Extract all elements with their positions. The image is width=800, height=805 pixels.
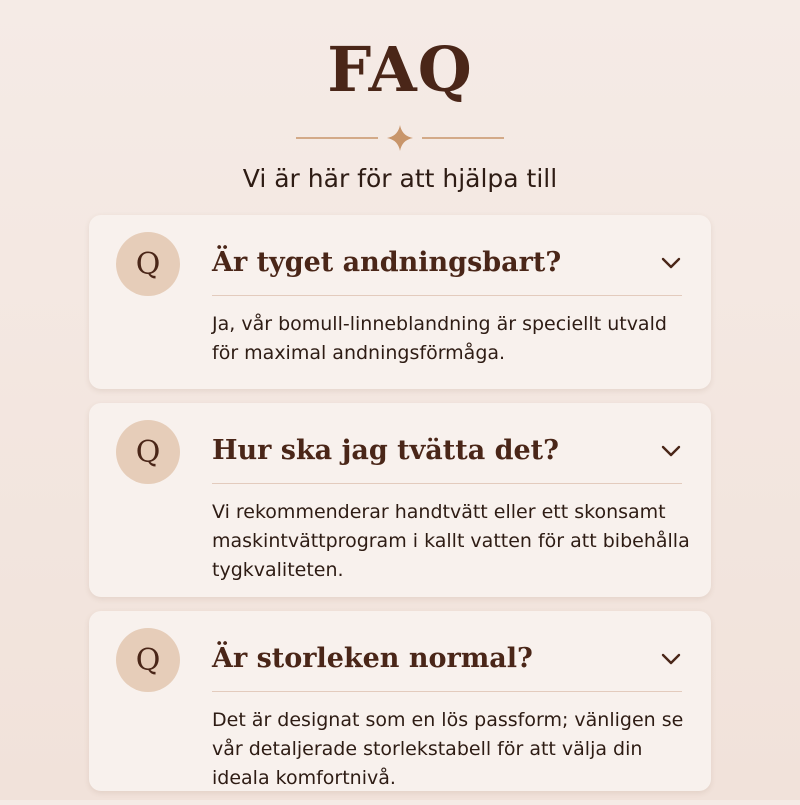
faq-answer: Vi rekommenderar handtvätt eller ett skonsamt maskintvättprogram i kallt vatten för att bibehålla tygkvaliteten. xyxy=(212,501,690,581)
chevron-down-icon[interactable] xyxy=(657,253,685,273)
faq-divider xyxy=(212,691,682,692)
faq-answer: Det är designat som en lös passform; vänligen se vår detaljerade storlekstabell för att välja din ideala komfortnivå. xyxy=(212,709,684,789)
faq-item[interactable] xyxy=(89,215,711,389)
page-title: FAQ xyxy=(327,33,473,106)
q-badge: Q xyxy=(116,232,180,296)
chevron-down-icon[interactable] xyxy=(657,649,685,669)
faq-divider xyxy=(212,295,682,296)
faq-item[interactable] xyxy=(89,403,711,597)
q-badge: Q xyxy=(116,628,180,692)
chevron-down-icon[interactable] xyxy=(657,441,685,461)
q-badge: Q xyxy=(116,420,180,484)
faq-list xyxy=(89,215,711,805)
page-subtitle: Vi är här för att hjälpa till xyxy=(242,164,558,193)
faq-question[interactable]: Hur ska jag tvätta det? xyxy=(212,435,559,466)
ornament-divider xyxy=(0,124,800,152)
faq-question[interactable]: Är tyget andningsbart? xyxy=(212,247,562,278)
faq-divider xyxy=(212,483,682,484)
faq-question[interactable]: Är storleken normal? xyxy=(212,643,533,674)
faq-answer: Ja, vår bomull-linneblandning är speciellt utvald för maximal andningsförmåga. xyxy=(212,313,667,364)
faq-item[interactable] xyxy=(89,611,711,791)
sparkle-icon xyxy=(387,125,413,151)
